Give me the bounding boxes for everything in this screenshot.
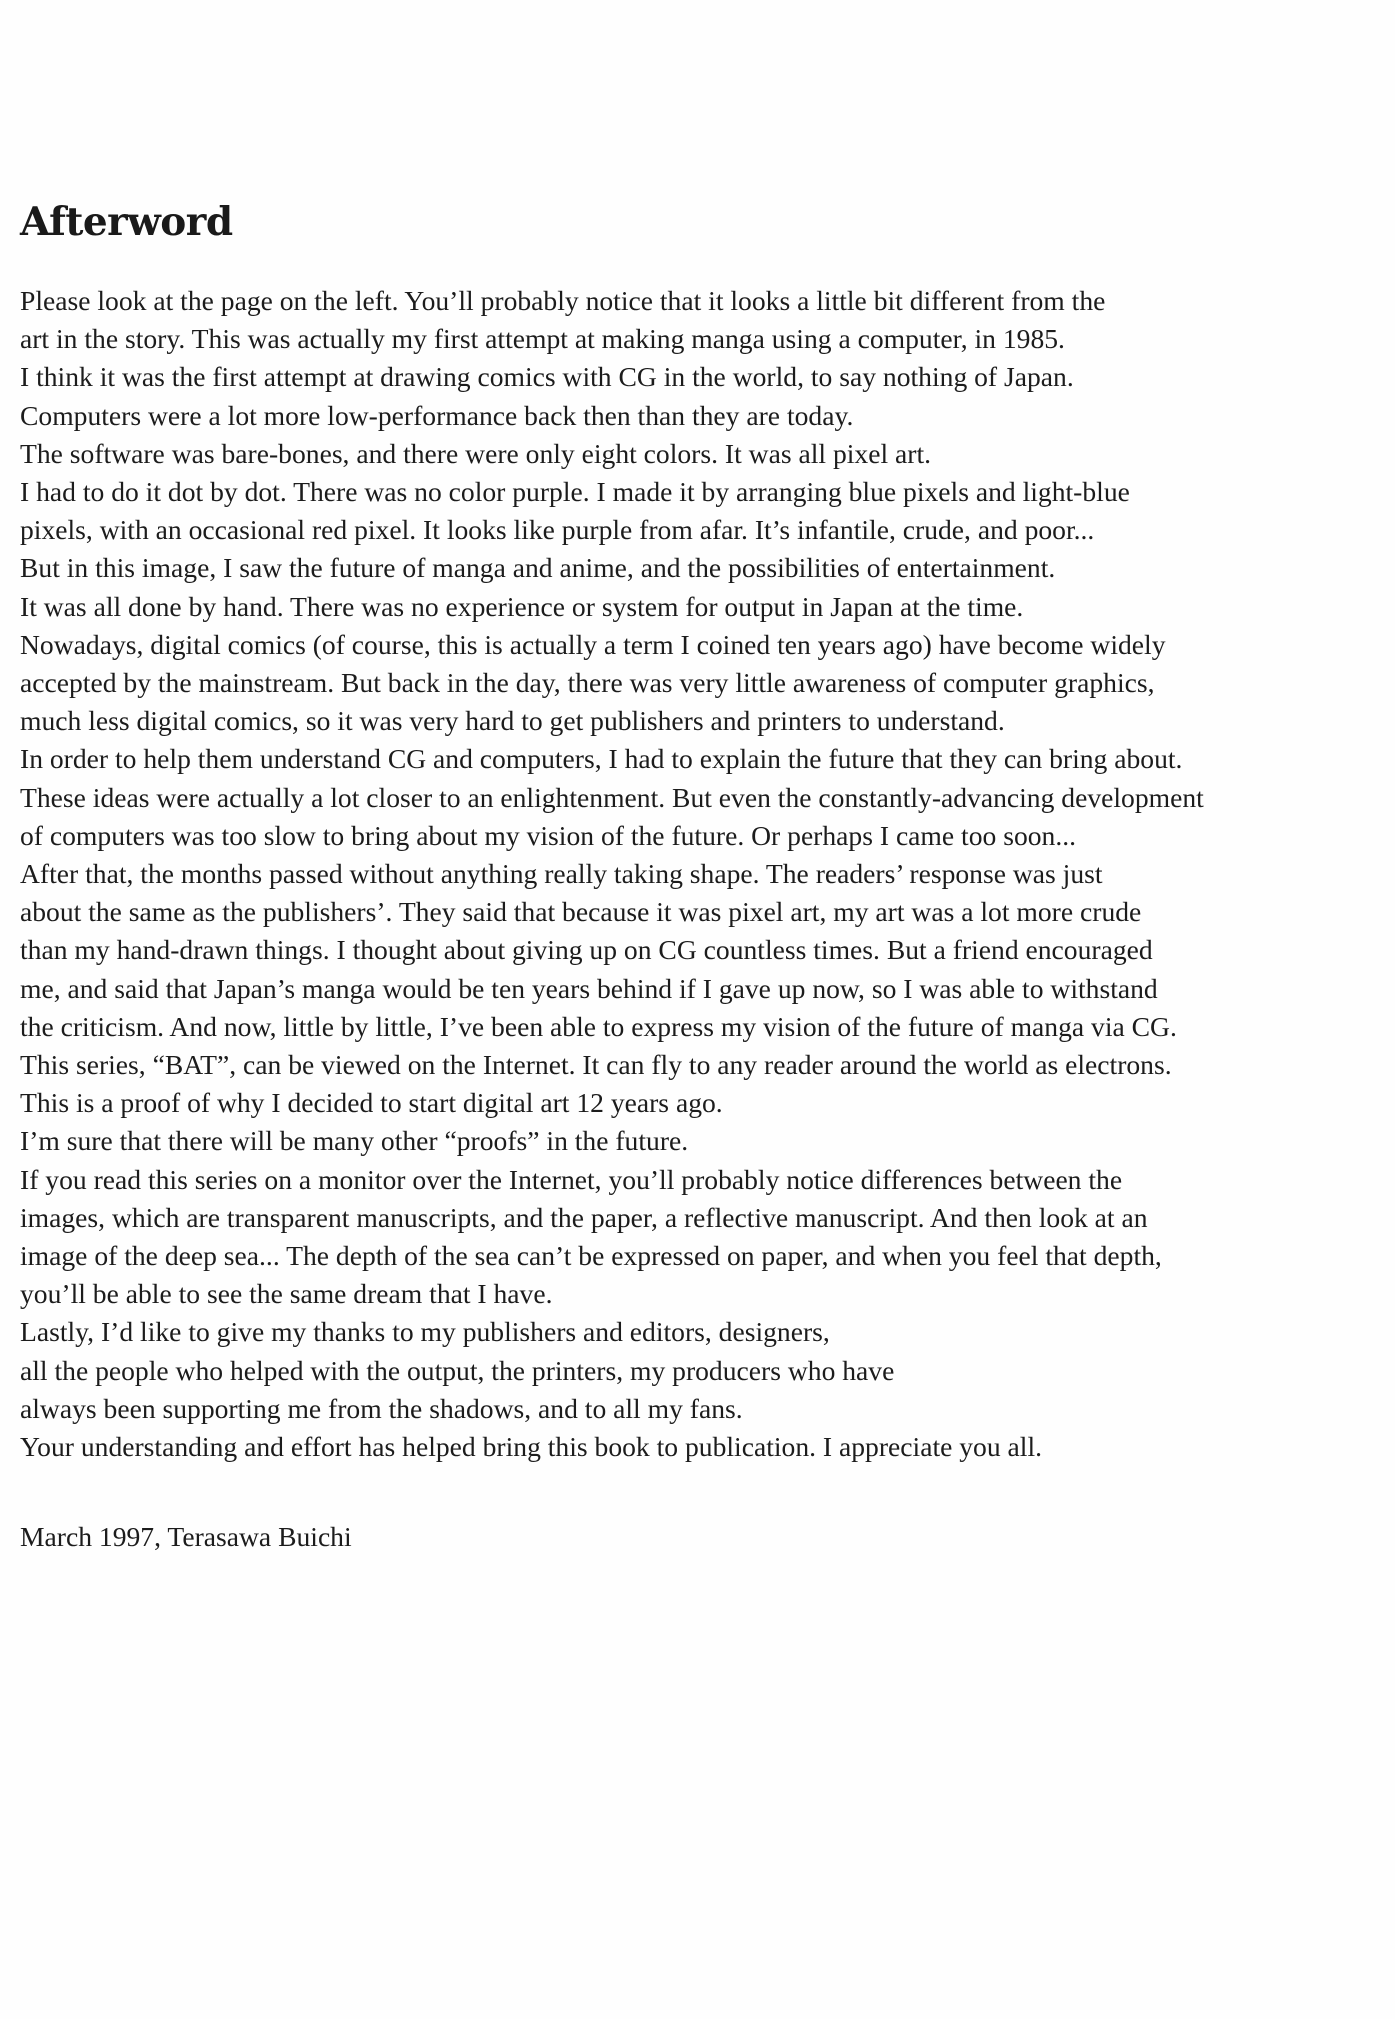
body-line: about the same as the publishers’. They said that because it was pixel art, my art was a lot more crude [20, 896, 1142, 928]
body-line: images, which are transparent manuscripts, and the paper, a reflective manuscript. And then look at an [20, 1201, 1148, 1233]
body-line: Lastly, I’d like to give my thanks to my publishers and editors, designers, [20, 1316, 830, 1348]
body-line: Please look at the page on the left. You’ll probably notice that it looks a little bit different from the [20, 285, 1106, 316]
body-line: Nowadays, digital comics (of course, this is actually a term I coined ten years ago) have become widely [20, 628, 1166, 660]
body-line: I had to do it dot by dot. There was no color purple. I made it by arranging blue pixels and light-blue [20, 476, 1130, 508]
body-line: The software was bare-bones, and there were only eight colors. It was all pixel art. [20, 437, 932, 469]
body-line: This is a proof of why I decided to start digital art 12 years ago. [20, 1087, 723, 1119]
body-line: In order to help them understand CG and computers, I had to explain the future that they can bring about. [20, 743, 1183, 775]
body-line: Computers were a lot more low-performance back then than they are today. [20, 399, 854, 431]
body-line: me, and said that Japan’s manga would be ten years behind if I gave up now, so I was able to withstand [20, 972, 1158, 1004]
afterword-body [20, 282, 1380, 1466]
body-line: These ideas were actually a lot closer to an enlightenment. But even the constantly-advancing development [20, 781, 1204, 813]
body-line: I’m sure that there will be many other “proofs” in the future. [20, 1125, 689, 1157]
body-line: you’ll be able to see the same dream that I have. [20, 1278, 553, 1310]
body-line: Your understanding and effort has helped bring this book to publication. I appreciate you all. [20, 1431, 1043, 1463]
body-line: But in this image, I saw the future of manga and anime, and the possibilities of entertainment. [20, 552, 1056, 584]
body-line: accepted by the mainstream. But back in the day, there was very little awareness of computer graphics, [20, 667, 1155, 699]
body-line: pixels, with an occasional red pixel. It looks like purple from afar. It’s infantile, crude, and poor... [20, 514, 1095, 546]
page-title: Afterword [20, 199, 233, 245]
body-line: much less digital comics, so it was very hard to get publishers and printers to understand. [20, 705, 1005, 737]
body-line: image of the deep sea... The depth of the sea can’t be expressed on paper, and when you feel that depth, [20, 1240, 1162, 1272]
body-line: art in the story. This was actually my first attempt at making manga using a computer, in 1985. [20, 323, 1065, 355]
body-line: After that, the months passed without anything really taking shape. The readers’ response was just [20, 858, 1103, 890]
body-line: than my hand-drawn things. I thought about giving up on CG countless times. But a friend encouraged [20, 934, 1153, 966]
body-line: It was all done by hand. There was no experience or system for output in Japan at the time. [20, 590, 1024, 622]
signature-line: March 1997, Terasawa Buichi [20, 1521, 352, 1552]
body-line: I think it was the first attempt at drawing comics with CG in the world, to say nothing of Japan. [20, 361, 1074, 393]
body-line: all the people who helped with the output, the printers, my producers who have [20, 1354, 895, 1386]
body-line: the criticism. And now, little by little, I’ve been able to express my vision of the future of manga via CG. [20, 1010, 1177, 1042]
body-line: If you read this series on a monitor over the Internet, you’ll probably notice differences between the [20, 1163, 1123, 1195]
body-line: of computers was too slow to bring about my vision of the future. Or perhaps I came too soon... [20, 819, 1077, 851]
body-line: This series, “BAT”, can be viewed on the Internet. It can fly to any reader around the world as electrons. [20, 1049, 1172, 1081]
body-line: always been supporting me from the shadows, and to all my fans. [20, 1392, 743, 1424]
